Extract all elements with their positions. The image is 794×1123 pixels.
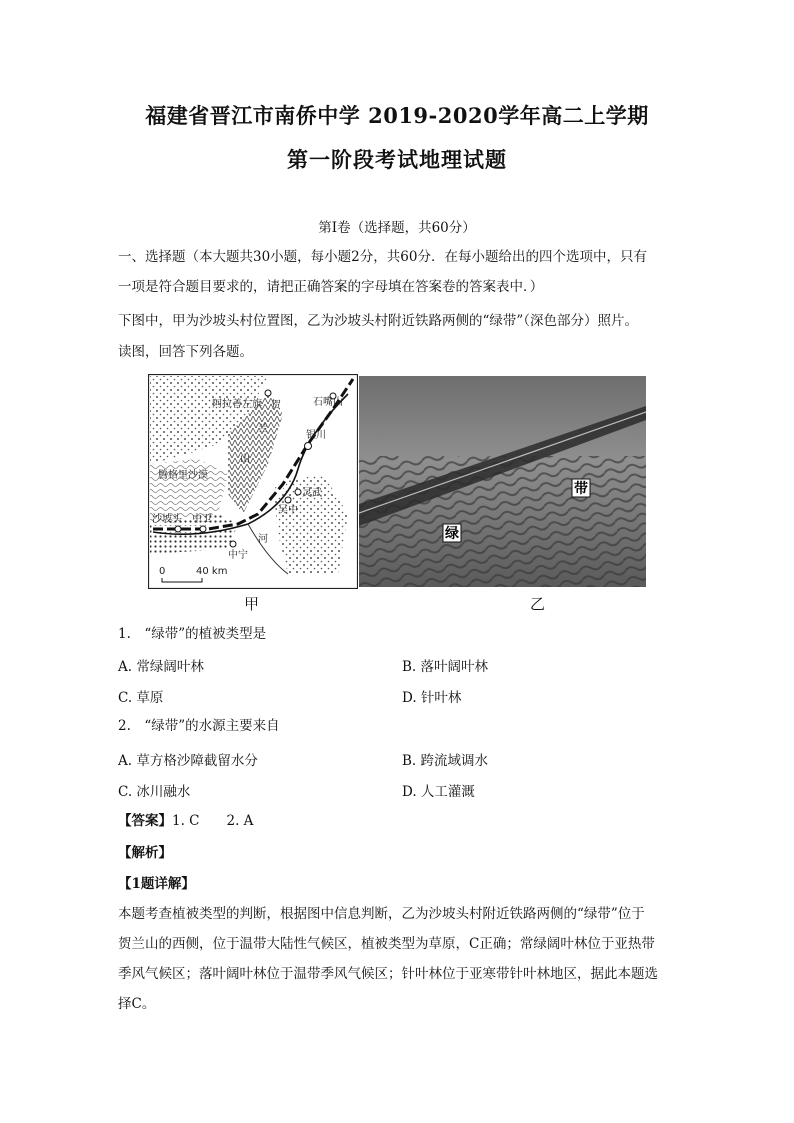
detail-line-2: 贺兰山的西侧，位于温带大陆性气候区，植被类型为草原，C正确；常绿阔叶林位于亚热带	[118, 936, 655, 952]
location-map	[148, 374, 358, 589]
document-title-line2: 第一阶段考试地理试题	[287, 147, 507, 172]
question-1-option-b: B. 落叶阔叶林	[402, 659, 489, 675]
wuzhong-marker	[285, 497, 291, 503]
zhongwei-marker	[200, 526, 206, 532]
label-zhongwei: 中卫	[192, 514, 212, 525]
volume-heading: 第Ⅰ卷（选择题，共60分）	[318, 220, 476, 236]
label-tengger: 腾格里沙漠	[158, 470, 208, 481]
question-2-option-a: A. 草方格沙障截留水分	[118, 753, 258, 769]
sand-ripples	[359, 456, 646, 587]
label-alashan: 阿拉善左旗	[212, 399, 262, 410]
label-wuzhong: 吴中	[278, 505, 298, 516]
intro-line-2: 读图，回答下列各题。	[118, 344, 253, 360]
shapotou-marker	[175, 526, 181, 532]
alashan-marker	[265, 390, 271, 396]
scale-km: 40 km	[196, 566, 228, 577]
instruction-line-2: 一项是符合题目要求的，请把正确答案的字母填在答案卷的答案表中．）	[118, 279, 544, 295]
answer-label: 【答案】	[118, 813, 172, 829]
detail-line-1: 本题考查植被类型的判断，根据图中信息判断，乙为沙坡头村附近铁路两侧的“绿带”位于	[118, 906, 645, 922]
label-zhongning: 中宁	[228, 550, 248, 561]
greenbelt-photo	[359, 376, 646, 587]
caption-left: 甲	[244, 595, 260, 613]
scale-zero: 0	[159, 566, 166, 577]
detail-line-3: 季风气候区；落叶阔叶林位于温带季风气候区；针叶林位于亚寒带针叶林地区，据此本题选	[118, 966, 658, 982]
label-shapotou: 沙坡头	[152, 514, 182, 525]
label-lingwu: 灵武	[302, 488, 322, 499]
lv-label: 绿	[445, 526, 459, 542]
question-1-option-c: C. 草原	[118, 690, 164, 706]
answer-text: 1. C 2. A	[172, 813, 254, 829]
label-shan: 山	[240, 454, 250, 465]
answer-line	[118, 811, 253, 831]
question-2-option-c: C. 冰川融水	[118, 784, 191, 800]
analysis-heading: 【解析】	[118, 845, 172, 861]
document-title-line1: 福建省晋江市南侨中学 2019-2020学年高二上学期	[145, 103, 649, 128]
yinchuan-marker	[305, 443, 312, 450]
label-he-river: 河	[258, 534, 268, 545]
question-2-option-d: D. 人工灌溉	[402, 784, 475, 800]
zhongning-marker	[230, 541, 236, 547]
detail-heading: 【1题详解】	[118, 876, 195, 892]
question-1-stem: 1. “绿带”的植被类型是	[118, 626, 267, 642]
lingwu-marker	[295, 489, 301, 495]
label-lan: 兰	[258, 424, 268, 435]
question-1-option-d: D. 针叶林	[402, 690, 462, 706]
question-2-option-b: B. 跨流域调水	[402, 753, 489, 769]
label-he: 贺	[271, 400, 281, 411]
instruction-line-1: 一、选择题（本大题共30小题，每小题2分，共60分．在每小题给出的四个选项中，只有	[118, 249, 647, 265]
dai-label: 带	[574, 481, 588, 497]
question-1-option-a: A. 常绿阔叶林	[118, 659, 204, 675]
label-shizuishan: 石嘴山	[313, 397, 343, 408]
label-yinchuan: 银川	[306, 430, 326, 441]
question-2-stem: 2. “绿带”的水源主要来自	[118, 718, 280, 734]
detail-line-4: 择C。	[118, 996, 156, 1012]
intro-line-1: 下图中，甲为沙坡头村位置图，乙为沙坡头村附近铁路两侧的“绿带”（深色部分）照片。	[118, 313, 639, 329]
caption-right: 乙	[530, 595, 546, 613]
